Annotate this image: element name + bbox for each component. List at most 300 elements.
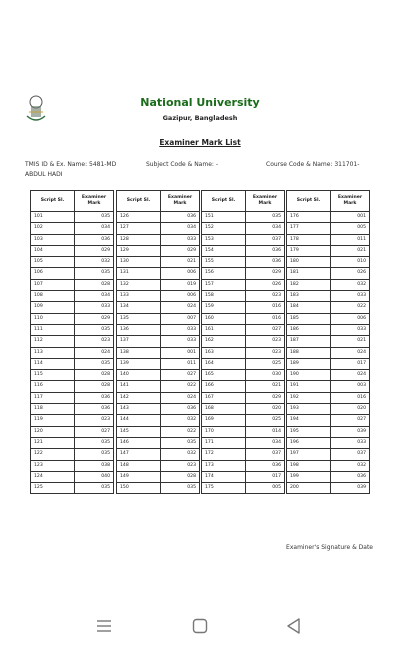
table-row [287,483,370,494]
script-sl-cell: 164 [202,358,246,369]
examiner-mark-cell: 001 [331,212,370,223]
examiner-mark-cell: 023 [75,336,114,347]
examiner-mark-cell: 035 [161,437,200,448]
examiner-mark-cell: 036 [75,234,114,245]
script-sl-cell: 199 [287,471,331,482]
script-sl-cell: 200 [287,483,331,494]
table-row [31,336,114,347]
script-sl-cell: 186 [287,324,331,335]
examiner-mark-cell: 037 [331,449,370,460]
script-sl-cell: 169 [202,415,246,426]
examiner-mark-cell: 006 [161,268,200,279]
table-row [202,212,285,223]
script-sl-cell: 115 [31,370,75,381]
examiner-mark-cell: 019 [161,279,200,290]
table-row [117,471,200,482]
examiner-mark-cell: 033 [331,291,370,302]
table-row [117,392,200,403]
script-sl-cell: 182 [287,279,331,290]
table-row [287,313,370,324]
table-row [117,426,200,437]
script-sl-cell: 133 [117,291,161,302]
script-sl-cell: 195 [287,426,331,437]
examiner-mark-cell: 021 [331,245,370,256]
examiner-mark-cell: 035 [75,268,114,279]
script-sl-cell: 141 [117,381,161,392]
script-sl-cell: 117 [31,392,75,403]
table-row [202,426,285,437]
table-row [287,437,370,448]
table-row [287,358,370,369]
examiner-mark-cell: 021 [331,336,370,347]
examiner-mark-cell: 036 [246,257,285,268]
table-row [31,381,114,392]
examiner-mark-cell: 036 [246,460,285,471]
examiner-mark-cell: 016 [246,302,285,313]
table-row [117,381,200,392]
script-sl-cell: 148 [117,460,161,471]
script-sl-cell: 162 [202,336,246,347]
table-row [202,324,285,335]
table-row [117,460,200,471]
examiner-mark-cell: 034 [246,437,285,448]
table-row [31,392,114,403]
examiner-mark-cell: 003 [331,381,370,392]
table-row [31,437,114,448]
script-sl-cell: 132 [117,279,161,290]
examiner-mark-cell: 028 [75,381,114,392]
script-sl-cell: 109 [31,302,75,313]
script-sl-cell: 127 [117,223,161,234]
examiner-mark-cell: 027 [75,426,114,437]
script-sl-cell: 107 [31,279,75,290]
examiner-mark-cell: 032 [161,415,200,426]
script-sl-cell: 135 [117,313,161,324]
examiner-mark-cell: 029 [75,245,114,256]
script-sl-header: Script Sl. [31,191,75,212]
home-icon[interactable] [190,616,210,636]
script-sl-cell: 144 [117,415,161,426]
examiner-mark-header: Examiner Mark [75,191,114,212]
examiner-mark-header: Examiner Mark [246,191,285,212]
script-sl-cell: 154 [202,245,246,256]
examiner-mark-cell: 010 [331,257,370,268]
script-sl-cell: 106 [31,268,75,279]
examiner-mark-cell: 029 [246,392,285,403]
table-row [31,279,114,290]
table-row [117,358,200,369]
examiner-mark-cell: 005 [246,483,285,494]
table-row [31,483,114,494]
script-sl-cell: 187 [287,336,331,347]
examiner-mark-cell: 028 [75,279,114,290]
examiner-mark-cell: 016 [331,392,370,403]
examiner-mark-cell: 023 [161,460,200,471]
examiner-mark-cell: 039 [331,483,370,494]
script-sl-cell: 121 [31,437,75,448]
script-sl-cell: 139 [117,358,161,369]
script-sl-cell: 102 [31,223,75,234]
script-sl-cell: 194 [287,415,331,426]
examiner-mark-cell: 032 [331,460,370,471]
script-sl-cell: 153 [202,234,246,245]
examiner-mark-cell: 028 [161,471,200,482]
script-sl-cell: 193 [287,404,331,415]
script-sl-cell: 171 [202,437,246,448]
table-row [202,268,285,279]
table-row [202,415,285,426]
script-sl-cell: 157 [202,279,246,290]
table-row [287,291,370,302]
table-row [31,234,114,245]
table-row [117,437,200,448]
examiner-mark-cell: 024 [75,347,114,358]
examiner-mark-cell: 014 [246,426,285,437]
examiner-mark-cell: 016 [246,313,285,324]
examiner-mark-cell: 021 [246,381,285,392]
table-row [287,257,370,268]
table-row [31,404,114,415]
examiner-mark-cell: 038 [75,460,114,471]
script-sl-cell: 185 [287,313,331,324]
examiner-mark-cell: 023 [246,336,285,347]
examiner-mark-cell: 035 [161,483,200,494]
examiner-mark-cell: 036 [331,471,370,482]
script-sl-cell: 190 [287,370,331,381]
examiner-mark-cell: 036 [246,245,285,256]
examiner-mark-cell: 006 [331,313,370,324]
examiner-mark-cell: 024 [161,302,200,313]
examiner-mark-cell: 028 [75,370,114,381]
table-row [31,347,114,358]
examiner-mark-cell: 034 [246,223,285,234]
table-row [31,370,114,381]
script-sl-cell: 112 [31,336,75,347]
table-row [31,257,114,268]
table-row [202,336,285,347]
table-row [202,449,285,460]
table-row [117,347,200,358]
script-sl-cell: 143 [117,404,161,415]
script-sl-cell: 196 [287,437,331,448]
script-sl-cell: 128 [117,234,161,245]
examiner-mark-cell: 011 [331,234,370,245]
mark-table-3 [201,190,285,494]
table-row [31,245,114,256]
examiner-mark-cell: 024 [331,347,370,358]
script-sl-cell: 163 [202,347,246,358]
script-sl-header: Script Sl. [117,191,161,212]
examiner-mark-cell: 035 [246,212,285,223]
menu-icon[interactable] [94,616,114,636]
script-sl-cell: 134 [117,302,161,313]
table-row [31,313,114,324]
examiner-mark-cell: 036 [161,212,200,223]
script-sl-cell: 170 [202,426,246,437]
script-sl-cell: 103 [31,234,75,245]
script-sl-cell: 188 [287,347,331,358]
examiner-mark-cell: 006 [161,291,200,302]
script-sl-cell: 123 [31,460,75,471]
examiner-mark-cell: 005 [331,223,370,234]
table-row [287,336,370,347]
android-nav-bar [0,600,400,651]
table-row [31,268,114,279]
table-row [287,415,370,426]
examiner-mark-cell: 033 [161,324,200,335]
script-sl-cell: 114 [31,358,75,369]
table-row [117,415,200,426]
examiner-mark-cell: 020 [331,404,370,415]
script-sl-cell: 142 [117,392,161,403]
examiner-mark-cell: 029 [161,245,200,256]
examiner-mark-cell: 025 [246,415,285,426]
examiner-mark-cell: 035 [75,483,114,494]
back-icon[interactable] [284,616,304,636]
mark-table-1 [30,190,114,494]
table-row [117,212,200,223]
examiner-signature-label: Examiner's Signature & Date [286,544,373,551]
examiner-mark-cell: 034 [75,291,114,302]
script-sl-cell: 125 [31,483,75,494]
university-name: National University [140,96,260,109]
examiner-mark-cell: 033 [75,302,114,313]
script-sl-cell: 113 [31,347,75,358]
examiner-mark-cell: 017 [246,471,285,482]
table-row [287,302,370,313]
script-sl-cell: 168 [202,404,246,415]
examiner-mark-cell: 011 [161,358,200,369]
table-row [287,324,370,335]
examiner-mark-cell: 027 [331,415,370,426]
mark-table-4 [286,190,370,494]
script-sl-cell: 126 [117,212,161,223]
examiner-mark-cell: 037 [246,234,285,245]
examiner-mark-cell: 032 [331,279,370,290]
script-sl-cell: 104 [31,245,75,256]
script-sl-cell: 160 [202,313,246,324]
table-row [31,460,114,471]
script-sl-cell: 192 [287,392,331,403]
table-row [31,449,114,460]
examiner-mark-cell: 035 [75,437,114,448]
examiner-mark-cell: 035 [75,324,114,335]
script-sl-cell: 166 [202,381,246,392]
table-row [117,245,200,256]
script-sl-cell: 116 [31,381,75,392]
examiner-mark-cell: 033 [161,336,200,347]
table-row [287,223,370,234]
examiner-mark-cell: 035 [75,212,114,223]
examiner-mark-cell: 030 [246,370,285,381]
script-sl-cell: 136 [117,324,161,335]
examiner-mark-cell: 023 [75,415,114,426]
table-row [117,370,200,381]
table-row [202,291,285,302]
table-row [287,471,370,482]
table-row [117,279,200,290]
examiner-mark-cell: 033 [331,324,370,335]
university-location: Gazipur, Bangladesh [162,114,238,122]
examiner-mark-cell: 027 [246,324,285,335]
script-sl-cell: 159 [202,302,246,313]
script-sl-cell: 165 [202,370,246,381]
script-sl-cell: 147 [117,449,161,460]
table-row [117,324,200,335]
table-row [287,404,370,415]
table-row [202,483,285,494]
script-sl-cell: 140 [117,370,161,381]
script-sl-cell: 174 [202,471,246,482]
examiner-mark-cell: 027 [161,370,200,381]
table-row [31,358,114,369]
table-row [117,336,200,347]
script-sl-cell: 183 [287,291,331,302]
examiner-mark-cell: 023 [246,347,285,358]
table-row [287,268,370,279]
examiner-mark-cell: 036 [75,404,114,415]
table-row [202,302,285,313]
script-sl-cell: 176 [287,212,331,223]
script-sl-cell: 158 [202,291,246,302]
table-row [202,381,285,392]
table-row [117,234,200,245]
table-row [31,212,114,223]
examiner-mark-cell: 036 [75,392,114,403]
examiner-mark-cell: 025 [246,358,285,369]
table-row [117,291,200,302]
script-sl-cell: 156 [202,268,246,279]
table-row [202,460,285,471]
script-sl-cell: 191 [287,381,331,392]
examiner-mark-cell: 007 [161,313,200,324]
examiner-mark-cell: 032 [161,449,200,460]
script-sl-cell: 118 [31,404,75,415]
examiner-mark-cell: 022 [161,381,200,392]
table-row [31,324,114,335]
script-sl-cell: 179 [287,245,331,256]
script-sl-cell: 130 [117,257,161,268]
table-row [287,279,370,290]
examiner-mark-cell: 024 [161,392,200,403]
script-sl-cell: 173 [202,460,246,471]
table-row [202,404,285,415]
script-sl-cell: 120 [31,426,75,437]
script-sl-cell: 122 [31,449,75,460]
table-row [117,449,200,460]
examiner-info: TMIS ID & Ex. Name: 5481-MD ABDUL HADI [25,161,117,178]
examiner-mark-cell: 034 [75,223,114,234]
script-sl-header: Script Sl. [202,191,246,212]
examiner-mark-cell: 037 [246,449,285,460]
examiner-mark-cell: 026 [331,268,370,279]
examiner-mark-cell: 024 [331,370,370,381]
script-sl-cell: 124 [31,471,75,482]
examiner-mark-cell: 022 [161,426,200,437]
examiner-mark-cell: 029 [246,268,285,279]
script-sl-cell: 181 [287,268,331,279]
examiner-mark-cell: 022 [331,302,370,313]
table-row [202,392,285,403]
examiner-mark-cell: 035 [75,449,114,460]
table-row [287,245,370,256]
table-row [202,370,285,381]
table-row [202,358,285,369]
script-sl-cell: 180 [287,257,331,268]
script-sl-cell: 111 [31,324,75,335]
script-sl-cell: 146 [117,437,161,448]
table-row [202,223,285,234]
table-row [31,302,114,313]
script-sl-cell: 184 [287,302,331,313]
script-sl-cell: 150 [117,483,161,494]
script-sl-cell: 175 [202,483,246,494]
table-row [202,257,285,268]
table-row [287,212,370,223]
table-row [287,460,370,471]
table-row [31,471,114,482]
script-sl-cell: 161 [202,324,246,335]
examiner-mark-cell: 033 [161,234,200,245]
table-row [202,245,285,256]
examiner-mark-cell: 001 [161,347,200,358]
script-sl-cell: 108 [31,291,75,302]
table-row [287,392,370,403]
table-row [287,347,370,358]
table-row [202,313,285,324]
script-sl-cell: 131 [117,268,161,279]
subject-info: Subject Code & Name: - [146,161,218,168]
table-row [287,381,370,392]
examiner-mark-cell: 033 [331,437,370,448]
examiner-mark-header: Examiner Mark [161,191,200,212]
examiner-mark-cell: 035 [75,358,114,369]
script-sl-cell: 172 [202,449,246,460]
script-sl-cell: 145 [117,426,161,437]
table-row [287,449,370,460]
script-sl-cell: 197 [287,449,331,460]
script-sl-cell: 198 [287,460,331,471]
script-sl-cell: 155 [202,257,246,268]
table-row [202,234,285,245]
script-sl-cell: 101 [31,212,75,223]
script-sl-header: Script Sl. [287,191,331,212]
table-row [287,234,370,245]
table-row [202,471,285,482]
table-row [117,404,200,415]
table-row [117,483,200,494]
table-row [287,426,370,437]
table-row [287,370,370,381]
table-row [31,223,114,234]
examiner-mark-cell: 026 [246,279,285,290]
table-row [117,313,200,324]
examiner-mark-cell: 040 [75,471,114,482]
script-sl-cell: 189 [287,358,331,369]
document-heading: Examiner Mark List [159,138,241,147]
script-sl-cell: 105 [31,257,75,268]
examiner-mark-cell: 020 [246,404,285,415]
examiner-mark-cell: 023 [246,291,285,302]
examiner-mark-header: Examiner Mark [331,191,370,212]
script-sl-cell: 167 [202,392,246,403]
table-row [117,223,200,234]
examiner-mark-cell: 032 [75,257,114,268]
table-row [117,302,200,313]
script-sl-cell: 110 [31,313,75,324]
script-sl-cell: 151 [202,212,246,223]
table-row [31,426,114,437]
